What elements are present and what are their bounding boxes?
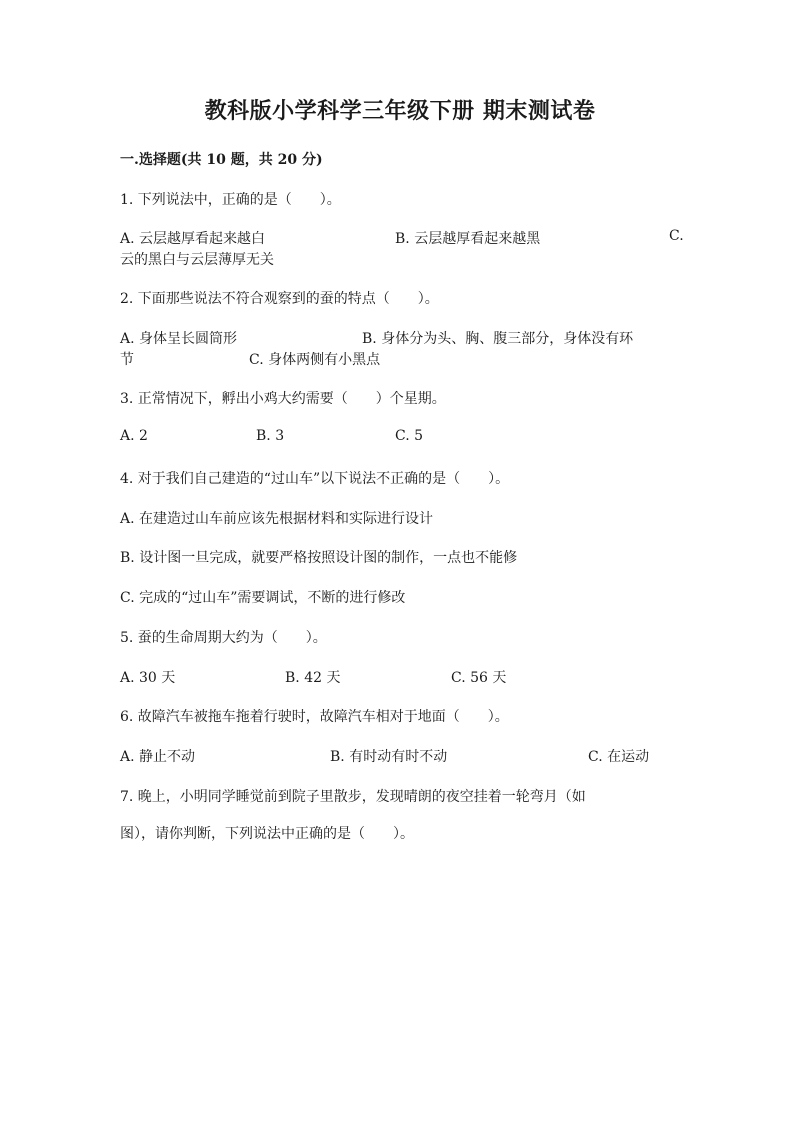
question-3-option-b: B. 3 bbox=[256, 428, 285, 444]
question-1-option-c-text: 云的黑白与云层薄厚无关 bbox=[120, 252, 274, 268]
question-2-option-b-wrap: 节 bbox=[120, 352, 134, 368]
question-6-stem: 6. 故障汽车被拖车拖着行驶时，故障汽车相对于地面（ ）。 bbox=[120, 709, 509, 725]
question-5-stem: 5. 蚕的生命周期大约为（ ）。 bbox=[120, 630, 327, 646]
question-3-stem: 3. 正常情况下，孵出小鸡大约需要（ ）个星期。 bbox=[120, 391, 446, 407]
question-4-option-c: C. 完成的“过山车”需要调试，不断的进行修改 bbox=[120, 590, 406, 606]
question-7-stem: 7. 晚上，小明同学睡觉前到院子里散步，发现晴朗的夜空挂着一轮弯月（如 bbox=[120, 789, 586, 805]
question-6-option-b: B. 有时动有时不动 bbox=[330, 749, 448, 765]
question-1-option-a: A. 云层越厚看起来越白 bbox=[120, 231, 266, 247]
question-2-option-b: B. 身体分为头、胸、腹三部分，身体没有环 bbox=[362, 331, 634, 347]
question-1-option-c: C. bbox=[669, 228, 684, 244]
question-4-stem: 4. 对于我们自己建造的“过山车”以下说法不正确的是（ ）。 bbox=[120, 471, 510, 487]
question-3-option-a: A. 2 bbox=[120, 428, 148, 444]
question-7-stem-continuation: 图），请你判断，下列说法中正确的是（ ）。 bbox=[120, 826, 414, 842]
question-3-option-c: C. 5 bbox=[395, 428, 424, 444]
question-1-stem: 1. 下列说法中，正确的是（ ）。 bbox=[120, 192, 341, 208]
section-heading: 一.选择题(共 10 题，共 20 分) bbox=[120, 152, 323, 168]
question-4-option-b: B. 设计图一旦完成，就要严格按照设计图的制作，一点也不能修 bbox=[120, 550, 518, 566]
question-4-option-a: A. 在建造过山车前应该先根据材料和实际进行设计 bbox=[120, 511, 434, 527]
question-2-option-a: A. 身体呈长圆筒形 bbox=[120, 331, 238, 347]
question-6-option-c: C. 在运动 bbox=[588, 749, 650, 765]
question-1-option-b: B. 云层越厚看起来越黑 bbox=[395, 231, 541, 247]
question-5-option-a: A. 30 天 bbox=[120, 670, 176, 686]
question-5-option-b: B. 42 天 bbox=[285, 670, 341, 686]
page-title: 教科版小学科学三年级下册 期末测试卷 bbox=[204, 98, 596, 124]
question-2-option-c: C. 身体两侧有小黑点 bbox=[249, 352, 381, 368]
question-5-option-c: C. 56 天 bbox=[451, 670, 507, 686]
question-6-option-a: A. 静止不动 bbox=[120, 749, 196, 765]
question-2-stem: 2. 下面那些说法不符合观察到的蚕的特点（ ）。 bbox=[120, 291, 439, 307]
